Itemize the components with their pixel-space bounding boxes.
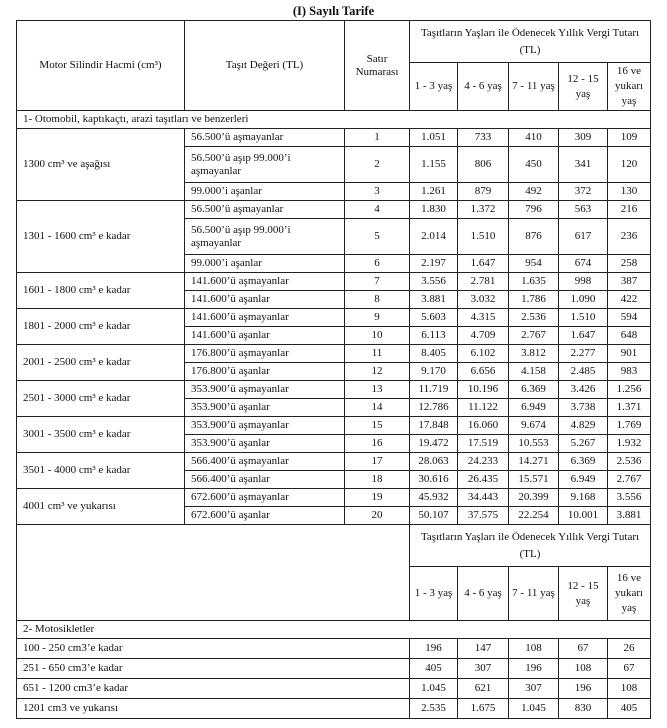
tax-amount-cell: 26.435 [458,471,509,489]
engine-capacity-cell: 3501 - 4000 cm³ e kadar [17,453,185,489]
tax-amount-cell: 3.032 [458,291,509,309]
tax-amount-cell: 258 [608,255,651,273]
engine-capacity-cell: 1300 cm³ ve aşağısı [17,129,185,201]
vehicle-value-cell: 99.000’i aşanlar [185,255,345,273]
motorcycle-capacity-cell: 251 - 650 cm3’e kadar [17,659,410,679]
tax-amount-cell: 5.603 [410,309,458,327]
tax-amount-cell: 2.536 [509,309,559,327]
tax-amount-cell: 2.485 [559,363,608,381]
tax-amount-cell: 67 [559,639,608,659]
tax-amount-cell: 2.277 [559,345,608,363]
tax-amount-cell: 2.536 [608,453,651,471]
tax-amount-cell: 830 [559,699,608,719]
tax-amount-cell: 108 [559,659,608,679]
row-number-cell: 7 [345,273,410,291]
tax-amount-cell: 405 [410,659,458,679]
tax-amount-cell: 1.932 [608,435,651,453]
tax-amount-cell: 806 [458,147,509,183]
vehicle-value-cell: 141.600’ü aşanlar [185,327,345,345]
tax-amount-cell: 6.949 [559,471,608,489]
row-number-cell: 16 [345,435,410,453]
tax-amount-cell: 3.881 [410,291,458,309]
tax-amount-cell: 563 [559,201,608,219]
tax-amount-cell: 307 [458,659,509,679]
page-title: (I) Sayılı Tarife [292,4,375,18]
table-row [17,489,651,507]
row-number-cell: 13 [345,381,410,399]
tax-amount-cell: 4.315 [458,309,509,327]
vehicle-value-cell: 353.900’ü aşmayanlar [185,381,345,399]
tax-amount-cell: 5.267 [559,435,608,453]
tax-amount-cell: 1.045 [410,679,458,699]
tax-amount-cell: 983 [608,363,651,381]
tax-amount-cell: 50.107 [410,507,458,525]
row-number-cell: 20 [345,507,410,525]
tax-amount-cell: 236 [608,219,651,255]
vehicle-value-cell: 56.500’ü aşmayanlar [185,201,345,219]
engine-capacity-cell: 3001 - 3500 cm³ e kadar [17,417,185,453]
tax-amount-cell: 6.656 [458,363,509,381]
row-number-cell: 4 [345,201,410,219]
tax-amount-cell: 4.158 [509,363,559,381]
age-column-header: 16 ve yukarı yaş [608,63,651,111]
table-row [17,453,651,471]
tax-amount-cell: 879 [458,183,509,201]
value-header: Taşıt Değeri (TL) [185,21,345,111]
tax-amount-cell: 1.090 [559,291,608,309]
vehicle-value-cell: 141.600’ü aşmayanlar [185,273,345,291]
engine-capacity-cell: 1301 - 1600 cm³ e kadar [17,201,185,273]
table-row [17,699,651,719]
section-row [17,621,651,639]
row-number-cell: 17 [345,453,410,471]
row-number-cell: 10 [345,327,410,345]
motorcycle-capacity-cell: 651 - 1200 cm3’e kadar [17,679,410,699]
tax-amount-cell: 617 [559,219,608,255]
tax-amount-cell: 11.122 [458,399,509,417]
tax-amount-cell: 22.254 [509,507,559,525]
vehicle-value-cell: 176.800’ü aşanlar [185,363,345,381]
tax-amount-cell: 1.510 [458,219,509,255]
row-number-cell: 11 [345,345,410,363]
tax-amount-cell: 1.051 [410,129,458,147]
tax-amount-cell: 594 [608,309,651,327]
tax-amount-cell: 147 [458,639,509,659]
tax-group-header: Taşıtların Yaşları ile Ödenecek Yıllık Vergi Tutarı (TL) [410,525,651,567]
tax-amount-cell: 1.786 [509,291,559,309]
vehicle-value-cell: 141.600’ü aşanlar [185,291,345,309]
blank-header-cell [17,525,410,621]
tax-table [16,20,651,719]
tax-amount-cell: 67 [608,659,651,679]
tax-amount-cell: 8.405 [410,345,458,363]
table-row [17,639,651,659]
tax-amount-cell: 16.060 [458,417,509,435]
tax-amount-cell: 6.949 [509,399,559,417]
engine-capacity-cell: 1801 - 2000 cm³ e kadar [17,309,185,345]
row-number-cell: 15 [345,417,410,435]
age-column-header: 4 - 6 yaş [458,567,509,621]
engine-capacity-cell: 2501 - 3000 cm³ e kadar [17,381,185,417]
tax-amount-cell: 37.575 [458,507,509,525]
tax-amount-cell: 648 [608,327,651,345]
engine-capacity-cell: 1601 - 1800 cm³ e kadar [17,273,185,309]
tax-amount-cell: 6.102 [458,345,509,363]
row-number-cell: 18 [345,471,410,489]
vehicle-value-cell: 353.900’ü aşmayanlar [185,417,345,435]
tax-amount-cell: 9.170 [410,363,458,381]
tax-amount-cell: 3.812 [509,345,559,363]
age-column-header: 12 - 15 yaş [559,567,608,621]
tax-amount-cell: 1.256 [608,381,651,399]
row-number-cell: 5 [345,219,410,255]
age-column-header: 7 - 11 yaş [509,63,559,111]
tax-amount-cell: 901 [608,345,651,363]
row-number-cell: 1 [345,129,410,147]
tax-amount-cell: 2.767 [509,327,559,345]
tax-amount-cell: 2.535 [410,699,458,719]
age-column-header: 1 - 3 yaş [410,63,458,111]
tax-amount-cell: 20.399 [509,489,559,507]
tax-amount-cell: 1.371 [608,399,651,417]
header-row [17,21,651,63]
table-row [17,679,651,699]
tax-amount-cell: 130 [608,183,651,201]
tax-amount-cell: 3.556 [608,489,651,507]
vehicle-value-cell: 99.000’i aşanlar [185,183,345,201]
tax-amount-cell: 9.674 [509,417,559,435]
tax-amount-cell: 1.510 [559,309,608,327]
tax-amount-cell: 1.155 [410,147,458,183]
age-column-header: 4 - 6 yaş [458,63,509,111]
row-number-cell: 19 [345,489,410,507]
tax-amount-cell: 387 [608,273,651,291]
tax-amount-cell: 45.932 [410,489,458,507]
vehicle-value-cell: 566.400’ü aşanlar [185,471,345,489]
tax-amount-cell: 10.001 [559,507,608,525]
tax-amount-cell: 196 [410,639,458,659]
tax-amount-cell: 621 [458,679,509,699]
row-number-header: Satır Numarası [345,21,410,111]
tax-amount-cell: 309 [559,129,608,147]
tax-amount-cell: 108 [608,679,651,699]
row-number-cell: 6 [345,255,410,273]
table-row [17,345,651,363]
vehicle-value-cell: 176.800’ü aşmayanlar [185,345,345,363]
tax-amount-cell: 108 [509,639,559,659]
tax-amount-cell: 405 [608,699,651,719]
table-row [17,201,651,219]
tax-amount-cell: 492 [509,183,559,201]
tax-amount-cell: 216 [608,201,651,219]
table-row [17,309,651,327]
vehicle-value-cell: 566.400’ü aşmayanlar [185,453,345,471]
tax-amount-cell: 14.271 [509,453,559,471]
vehicle-value-cell: 672.600’ü aşanlar [185,507,345,525]
tax-amount-cell: 19.472 [410,435,458,453]
table-row [17,659,651,679]
tax-amount-cell: 196 [509,659,559,679]
row-number-cell: 2 [345,147,410,183]
section-row [17,111,651,129]
tax-amount-cell: 2.767 [608,471,651,489]
tax-amount-cell: 120 [608,147,651,183]
tax-amount-cell: 12.786 [410,399,458,417]
tax-amount-cell: 10.196 [458,381,509,399]
tax-amount-cell: 307 [509,679,559,699]
tax-amount-cell: 34.443 [458,489,509,507]
tax-amount-cell: 24.233 [458,453,509,471]
vehicle-value-cell: 141.600’ü aşmayanlar [185,309,345,327]
age-column-header: 7 - 11 yaş [509,567,559,621]
age-column-header: 1 - 3 yaş [410,567,458,621]
tax-amount-cell: 3.426 [559,381,608,399]
tax-amount-cell: 15.571 [509,471,559,489]
table-row [17,381,651,399]
row-number-cell: 14 [345,399,410,417]
tax-amount-cell: 30.616 [410,471,458,489]
vehicle-value-cell: 56.500’ü aşıp 99.000’i aşmayanlar [185,219,345,255]
tax-amount-cell: 2.014 [410,219,458,255]
tax-amount-cell: 6.113 [410,327,458,345]
row-number-cell: 3 [345,183,410,201]
engine-capacity-cell: 2001 - 2500 cm³ e kadar [17,345,185,381]
vehicle-value-cell: 56.500’ü aşıp 99.000’i aşmayanlar [185,147,345,183]
tax-amount-cell: 796 [509,201,559,219]
table-row [17,417,651,435]
tax-amount-cell: 196 [559,679,608,699]
table-body [17,21,651,719]
tax-amount-cell: 3.738 [559,399,608,417]
tax-amount-cell: 2.781 [458,273,509,291]
tax-amount-cell: 4.829 [559,417,608,435]
vehicle-value-cell: 353.900’ü aşanlar [185,399,345,417]
section-title: 1- Otomobil, kaptıkaçtı, arazi taşıtları ve benzerleri [17,111,651,129]
tax-amount-cell: 410 [509,129,559,147]
tax-amount-cell: 17.848 [410,417,458,435]
age-column-header: 16 ve yukarı yaş [608,567,651,621]
tax-amount-cell: 674 [559,255,608,273]
engine-capacity-cell: 4001 cm³ ve yukarısı [17,489,185,525]
section2-header-row [17,525,651,567]
tax-amount-cell: 109 [608,129,651,147]
vehicle-value-cell: 672.600’ü aşmayanlar [185,489,345,507]
tax-amount-cell: 6.369 [509,381,559,399]
tax-group-header: Taşıtların Yaşları ile Ödenecek Yıllık Vergi Tutarı (TL) [410,21,651,63]
tax-amount-cell: 10.553 [509,435,559,453]
vehicle-value-cell: 353.900’ü aşanlar [185,435,345,453]
tax-amount-cell: 422 [608,291,651,309]
tax-amount-cell: 11.719 [410,381,458,399]
tax-amount-cell: 17.519 [458,435,509,453]
vehicle-value-cell: 56.500’ü aşmayanlar [185,129,345,147]
table-row [17,129,651,147]
tax-amount-cell: 4.709 [458,327,509,345]
tax-amount-cell: 954 [509,255,559,273]
tax-amount-cell: 1.635 [509,273,559,291]
tax-amount-cell: 450 [509,147,559,183]
tax-amount-cell: 1.675 [458,699,509,719]
table-row [17,273,651,291]
tax-amount-cell: 9.168 [559,489,608,507]
tax-amount-cell: 1.769 [608,417,651,435]
tax-amount-cell: 28.063 [410,453,458,471]
engine-header: Motor Silindir Hacmi (cm³) [17,21,185,111]
tax-amount-cell: 372 [559,183,608,201]
age-column-header: 12 - 15 yaş [559,63,608,111]
tax-amount-cell: 876 [509,219,559,255]
section-title: 2- Motosikletler [17,621,651,639]
tax-amount-cell: 3.556 [410,273,458,291]
tax-amount-cell: 1.045 [509,699,559,719]
tax-amount-cell: 1.647 [458,255,509,273]
tax-amount-cell: 26 [608,639,651,659]
motorcycle-capacity-cell: 100 - 250 cm3’e kadar [17,639,410,659]
tax-amount-cell: 1.261 [410,183,458,201]
motorcycle-capacity-cell: 1201 cm3 ve yukarısı [17,699,410,719]
tax-amount-cell: 2.197 [410,255,458,273]
row-number-cell: 9 [345,309,410,327]
row-number-cell: 8 [345,291,410,309]
tax-amount-cell: 6.369 [559,453,608,471]
tax-amount-cell: 733 [458,129,509,147]
tax-amount-cell: 1.647 [559,327,608,345]
row-number-cell: 12 [345,363,410,381]
tax-amount-cell: 1.372 [458,201,509,219]
tax-amount-cell: 998 [559,273,608,291]
tax-amount-cell: 341 [559,147,608,183]
tax-amount-cell: 1.830 [410,201,458,219]
tax-amount-cell: 3.881 [608,507,651,525]
